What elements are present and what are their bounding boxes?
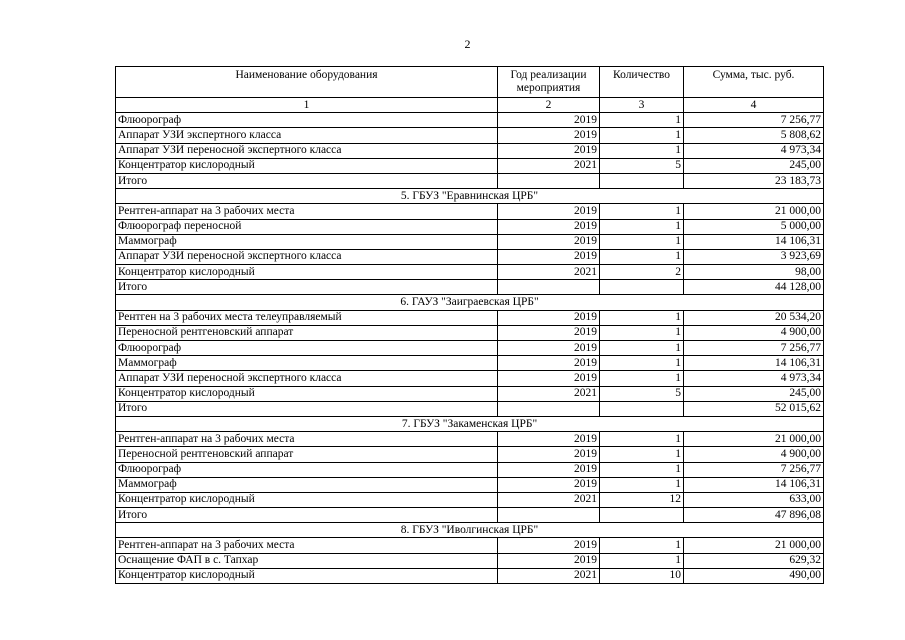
header-qty: Количество bbox=[600, 67, 684, 98]
cell-name: Концентратор кислородный bbox=[116, 492, 498, 507]
table-row bbox=[116, 477, 824, 492]
cell-year: 2019 bbox=[498, 462, 600, 477]
cell-name: Концентратор кислородный bbox=[116, 568, 498, 583]
table-row bbox=[116, 219, 824, 234]
cell-name: Флюорограф bbox=[116, 113, 498, 128]
table-row bbox=[116, 113, 824, 128]
total-row bbox=[116, 280, 824, 295]
cell-qty: 1 bbox=[600, 553, 684, 568]
cell-qty: 1 bbox=[600, 204, 684, 219]
cell-year: 2019 bbox=[498, 249, 600, 264]
cell-name: Переносной рентгеновский аппарат bbox=[116, 447, 498, 462]
cell-sum: 44 128,00 bbox=[684, 280, 824, 295]
total-row bbox=[116, 173, 824, 188]
table-row bbox=[116, 568, 824, 583]
cell-year: 2019 bbox=[498, 341, 600, 356]
cell-name: Рентген-аппарат на 3 рабочих места bbox=[116, 204, 498, 219]
cell-sum: 21 000,00 bbox=[684, 538, 824, 553]
cell-name: Концентратор кислородный bbox=[116, 265, 498, 280]
cell-year: 2019 bbox=[498, 204, 600, 219]
table-row bbox=[116, 356, 824, 371]
cell-sum: 7 256,77 bbox=[684, 113, 824, 128]
cell-sum: 5 808,62 bbox=[684, 128, 824, 143]
table-row bbox=[116, 432, 824, 447]
cell-name: Аппарат УЗИ переносной экспертного класса bbox=[116, 371, 498, 386]
section-row bbox=[116, 295, 824, 310]
cell-qty: 1 bbox=[600, 234, 684, 249]
table-row bbox=[116, 538, 824, 553]
cell-name: Переносной рентгеновский аппарат bbox=[116, 325, 498, 340]
cell-qty bbox=[600, 173, 684, 188]
cell-qty: 1 bbox=[600, 128, 684, 143]
table-row bbox=[116, 553, 824, 568]
cell-qty bbox=[600, 280, 684, 295]
cell-sum: 23 183,73 bbox=[684, 173, 824, 188]
cell-year: 2019 bbox=[498, 143, 600, 158]
table-row bbox=[116, 234, 824, 249]
table-row bbox=[116, 204, 824, 219]
cell-qty: 1 bbox=[600, 371, 684, 386]
cell-name: Маммограф bbox=[116, 234, 498, 249]
cell-name: Маммограф bbox=[116, 477, 498, 492]
cell-year: 2019 bbox=[498, 113, 600, 128]
table-row bbox=[116, 310, 824, 325]
cell-year: 2019 bbox=[498, 325, 600, 340]
cell-qty: 1 bbox=[600, 477, 684, 492]
cell-qty: 1 bbox=[600, 538, 684, 553]
cell-name: Рентген-аппарат на 3 рабочих места bbox=[116, 538, 498, 553]
table-row bbox=[116, 462, 824, 477]
cell-year: 2019 bbox=[498, 310, 600, 325]
cell-name: Итого bbox=[116, 173, 498, 188]
table-row bbox=[116, 143, 824, 158]
column-number: 3 bbox=[600, 98, 684, 113]
cell-name: Рентген-аппарат на 3 рабочих места bbox=[116, 432, 498, 447]
section-row bbox=[116, 523, 824, 538]
table-row bbox=[116, 249, 824, 264]
table-row bbox=[116, 386, 824, 401]
table-header bbox=[116, 67, 824, 113]
column-number: 4 bbox=[684, 98, 824, 113]
total-row bbox=[116, 401, 824, 416]
cell-qty: 5 bbox=[600, 158, 684, 173]
cell-qty: 1 bbox=[600, 341, 684, 356]
cell-year: 2019 bbox=[498, 234, 600, 249]
section-row bbox=[116, 416, 824, 431]
cell-sum: 7 256,77 bbox=[684, 341, 824, 356]
table-row bbox=[116, 492, 824, 507]
cell-name: Аппарат УЗИ переносной экспертного класса bbox=[116, 143, 498, 158]
column-number: 1 bbox=[116, 98, 498, 113]
cell-qty: 1 bbox=[600, 447, 684, 462]
table-row bbox=[116, 447, 824, 462]
cell-year: 2019 bbox=[498, 447, 600, 462]
column-number: 2 bbox=[498, 98, 600, 113]
page-number: 2 bbox=[464, 37, 471, 51]
cell-sum: 629,32 bbox=[684, 553, 824, 568]
cell-sum: 98,00 bbox=[684, 265, 824, 280]
header-name: Наименование оборудования bbox=[116, 67, 498, 98]
cell-qty: 1 bbox=[600, 219, 684, 234]
cell-name: Концентратор кислородный bbox=[116, 158, 498, 173]
cell-year: 2019 bbox=[498, 477, 600, 492]
cell-year bbox=[498, 401, 600, 416]
cell-sum: 4 973,34 bbox=[684, 143, 824, 158]
section-title: 5. ГБУЗ "Еравнинская ЦРБ" bbox=[116, 189, 824, 204]
cell-sum: 14 106,31 bbox=[684, 234, 824, 249]
section-title: 8. ГБУЗ "Иволгинская ЦРБ" bbox=[116, 523, 824, 538]
equipment-table bbox=[115, 66, 824, 584]
cell-qty: 1 bbox=[600, 113, 684, 128]
cell-sum: 14 106,31 bbox=[684, 477, 824, 492]
cell-name: Флюорограф переносной bbox=[116, 219, 498, 234]
cell-qty: 1 bbox=[600, 356, 684, 371]
cell-year: 2019 bbox=[498, 538, 600, 553]
cell-qty: 10 bbox=[600, 568, 684, 583]
cell-year: 2019 bbox=[498, 128, 600, 143]
cell-sum: 14 106,31 bbox=[684, 356, 824, 371]
cell-sum: 245,00 bbox=[684, 158, 824, 173]
cell-name: Маммограф bbox=[116, 356, 498, 371]
cell-sum: 4 900,00 bbox=[684, 447, 824, 462]
header-sum: Сумма, тыс. руб. bbox=[684, 67, 824, 98]
cell-qty: 1 bbox=[600, 249, 684, 264]
cell-sum: 5 000,00 bbox=[684, 219, 824, 234]
cell-name: Итого bbox=[116, 401, 498, 416]
section-title: 7. ГБУЗ "Закаменская ЦРБ" bbox=[116, 416, 824, 431]
cell-sum: 4 900,00 bbox=[684, 325, 824, 340]
table-body bbox=[116, 113, 824, 584]
cell-qty: 1 bbox=[600, 143, 684, 158]
header-row bbox=[116, 67, 824, 98]
cell-year: 2019 bbox=[498, 356, 600, 371]
cell-qty: 1 bbox=[600, 325, 684, 340]
cell-year: 2021 bbox=[498, 265, 600, 280]
cell-sum: 490,00 bbox=[684, 568, 824, 583]
cell-qty: 1 bbox=[600, 462, 684, 477]
header-year: Год реализации мероприятия bbox=[498, 67, 600, 98]
table-row bbox=[116, 158, 824, 173]
cell-sum: 245,00 bbox=[684, 386, 824, 401]
cell-year bbox=[498, 173, 600, 188]
cell-qty: 2 bbox=[600, 265, 684, 280]
cell-sum: 21 000,00 bbox=[684, 204, 824, 219]
cell-year: 2019 bbox=[498, 219, 600, 234]
cell-qty bbox=[600, 401, 684, 416]
cell-qty: 5 bbox=[600, 386, 684, 401]
cell-year: 2021 bbox=[498, 492, 600, 507]
cell-year: 2019 bbox=[498, 553, 600, 568]
cell-name: Итого bbox=[116, 280, 498, 295]
cell-name: Аппарат УЗИ экспертного класса bbox=[116, 128, 498, 143]
cell-qty bbox=[600, 508, 684, 523]
cell-sum: 3 923,69 bbox=[684, 249, 824, 264]
cell-name: Флюорограф bbox=[116, 462, 498, 477]
cell-year bbox=[498, 280, 600, 295]
section-row bbox=[116, 189, 824, 204]
cell-name: Итого bbox=[116, 508, 498, 523]
cell-year: 2021 bbox=[498, 386, 600, 401]
cell-qty: 1 bbox=[600, 432, 684, 447]
cell-sum: 47 896,08 bbox=[684, 508, 824, 523]
table-row bbox=[116, 128, 824, 143]
cell-name: Концентратор кислородный bbox=[116, 386, 498, 401]
cell-sum: 20 534,20 bbox=[684, 310, 824, 325]
cell-qty: 12 bbox=[600, 492, 684, 507]
table-row bbox=[116, 371, 824, 386]
cell-sum: 4 973,34 bbox=[684, 371, 824, 386]
section-title: 6. ГАУЗ "Заиграевская ЦРБ" bbox=[116, 295, 824, 310]
cell-year: 2019 bbox=[498, 432, 600, 447]
table-row bbox=[116, 341, 824, 356]
cell-name: Флюорограф bbox=[116, 341, 498, 356]
cell-name: Рентген на 3 рабочих места телеуправляемый bbox=[116, 310, 498, 325]
cell-sum: 7 256,77 bbox=[684, 462, 824, 477]
cell-name: Аппарат УЗИ переносной экспертного класса bbox=[116, 249, 498, 264]
cell-year: 2019 bbox=[498, 371, 600, 386]
cell-sum: 633,00 bbox=[684, 492, 824, 507]
total-row bbox=[116, 508, 824, 523]
cell-year: 2021 bbox=[498, 158, 600, 173]
cell-year: 2021 bbox=[498, 568, 600, 583]
cell-name: Оснащение ФАП в с. Тапхар bbox=[116, 553, 498, 568]
cell-qty: 1 bbox=[600, 310, 684, 325]
cell-sum: 52 015,62 bbox=[684, 401, 824, 416]
cell-sum: 21 000,00 bbox=[684, 432, 824, 447]
cell-year bbox=[498, 508, 600, 523]
column-number-row bbox=[116, 98, 824, 113]
table-row bbox=[116, 325, 824, 340]
table-row bbox=[116, 265, 824, 280]
